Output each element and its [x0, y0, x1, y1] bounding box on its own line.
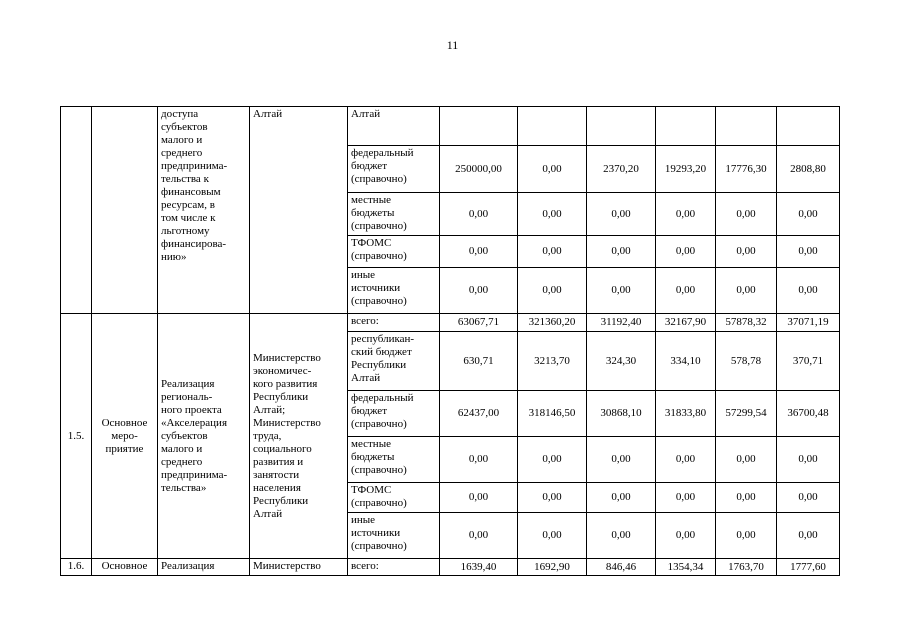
page-number: 11 [446, 38, 459, 52]
source-label: республикан- ский бюджет Республики Алтай [348, 332, 440, 391]
value-cell: 0,00 [518, 236, 587, 268]
source-label: ТФОМС (справочно) [348, 236, 440, 268]
value-cell: 0,00 [440, 483, 518, 513]
value-cell [777, 107, 840, 146]
measure-name-cell: Реализация региональ- ного проекта «Акселерация субъектов малого и среднего предпринима- тельства» [158, 314, 250, 559]
value-cell: 0,00 [656, 483, 716, 513]
value-cell: 846,46 [587, 559, 656, 576]
value-cell: 0,00 [518, 193, 587, 236]
value-cell: 30868,10 [587, 391, 656, 437]
value-cell: 0,00 [656, 236, 716, 268]
row-number-cell: 1.5. [61, 314, 92, 559]
executor-cell: Алтай [250, 107, 348, 314]
value-cell: 321360,20 [518, 314, 587, 332]
value-cell: 0,00 [440, 193, 518, 236]
source-label: всего: [348, 314, 440, 332]
table-row [61, 559, 840, 576]
value-cell [440, 107, 518, 146]
value-cell: 0,00 [587, 236, 656, 268]
value-cell: 0,00 [716, 193, 777, 236]
value-cell: 318146,50 [518, 391, 587, 437]
value-cell: 578,78 [716, 332, 777, 391]
value-cell: 1639,40 [440, 559, 518, 576]
row-type-cell: Основное меро- приятие [92, 314, 158, 559]
value-cell: 324,30 [587, 332, 656, 391]
row-number-cell: 1.6. [61, 559, 92, 576]
value-cell: 370,71 [777, 332, 840, 391]
value-cell: 0,00 [716, 268, 777, 314]
value-cell: 36700,48 [777, 391, 840, 437]
value-cell [656, 107, 716, 146]
value-cell: 0,00 [656, 268, 716, 314]
value-cell: 0,00 [587, 268, 656, 314]
value-cell: 334,10 [656, 332, 716, 391]
value-cell: 0,00 [518, 268, 587, 314]
value-cell [716, 107, 777, 146]
measure-name-cell: Реализация [158, 559, 250, 576]
value-cell [518, 107, 587, 146]
value-cell: 0,00 [518, 513, 587, 559]
value-cell: 0,00 [777, 268, 840, 314]
value-cell: 630,71 [440, 332, 518, 391]
row-type-cell: Основное [92, 559, 158, 576]
value-cell: 0,00 [440, 437, 518, 483]
table-row [61, 107, 840, 146]
table-row [61, 314, 840, 332]
value-cell: 0,00 [518, 483, 587, 513]
value-cell: 37071,19 [777, 314, 840, 332]
value-cell: 0,00 [716, 236, 777, 268]
source-label: федеральный бюджет (справочно) [348, 146, 440, 193]
source-label: местные бюджеты (справочно) [348, 437, 440, 483]
row-number-cell [61, 107, 92, 314]
value-cell: 1354,34 [656, 559, 716, 576]
source-label: всего: [348, 559, 440, 576]
source-label: местные бюджеты (справочно) [348, 193, 440, 236]
value-cell: 0,00 [440, 268, 518, 314]
value-cell: 0,00 [518, 146, 587, 193]
value-cell: 19293,20 [656, 146, 716, 193]
value-cell: 0,00 [716, 483, 777, 513]
value-cell: 1763,70 [716, 559, 777, 576]
value-cell: 17776,30 [716, 146, 777, 193]
value-cell: 0,00 [777, 236, 840, 268]
source-label: иные источники (справочно) [348, 268, 440, 314]
source-label: ТФОМС (справочно) [348, 483, 440, 513]
value-cell: 2370,20 [587, 146, 656, 193]
value-cell: 0,00 [656, 193, 716, 236]
value-cell: 0,00 [716, 437, 777, 483]
executor-cell: Министерство экономичес- кого развития Республики Алтай; Министерство труда, социального развития и занятости населения Республики Алтай [250, 314, 348, 559]
value-cell: 0,00 [440, 513, 518, 559]
executor-cell: Министерство [250, 559, 348, 576]
value-cell: 63067,71 [440, 314, 518, 332]
value-cell: 0,00 [656, 513, 716, 559]
value-cell: 0,00 [518, 437, 587, 483]
source-label: федеральный бюджет (справочно) [348, 391, 440, 437]
value-cell: 57878,32 [716, 314, 777, 332]
value-cell: 0,00 [777, 483, 840, 513]
value-cell: 250000,00 [440, 146, 518, 193]
value-cell: 0,00 [777, 437, 840, 483]
value-cell: 0,00 [777, 193, 840, 236]
measure-name-cell: доступа субъектов малого и среднего предпринима- тельства к финансовым ресурсам, в том числе к льготному финансирова- нию» [158, 107, 250, 314]
row-type-cell [92, 107, 158, 314]
value-cell: 31192,40 [587, 314, 656, 332]
value-cell: 1692,90 [518, 559, 587, 576]
value-cell: 0,00 [587, 513, 656, 559]
value-cell: 32167,90 [656, 314, 716, 332]
value-cell: 0,00 [587, 437, 656, 483]
value-cell [587, 107, 656, 146]
value-cell: 1777,60 [777, 559, 840, 576]
value-cell: 0,00 [716, 513, 777, 559]
source-label: Алтай [348, 107, 440, 146]
value-cell: 0,00 [440, 236, 518, 268]
budget-table [60, 106, 840, 576]
value-cell: 57299,54 [716, 391, 777, 437]
value-cell: 0,00 [587, 483, 656, 513]
value-cell: 0,00 [587, 193, 656, 236]
value-cell: 31833,80 [656, 391, 716, 437]
source-label: иные источники (справочно) [348, 513, 440, 559]
value-cell: 0,00 [777, 513, 840, 559]
value-cell: 0,00 [656, 437, 716, 483]
value-cell: 2808,80 [777, 146, 840, 193]
value-cell: 3213,70 [518, 332, 587, 391]
value-cell: 62437,00 [440, 391, 518, 437]
